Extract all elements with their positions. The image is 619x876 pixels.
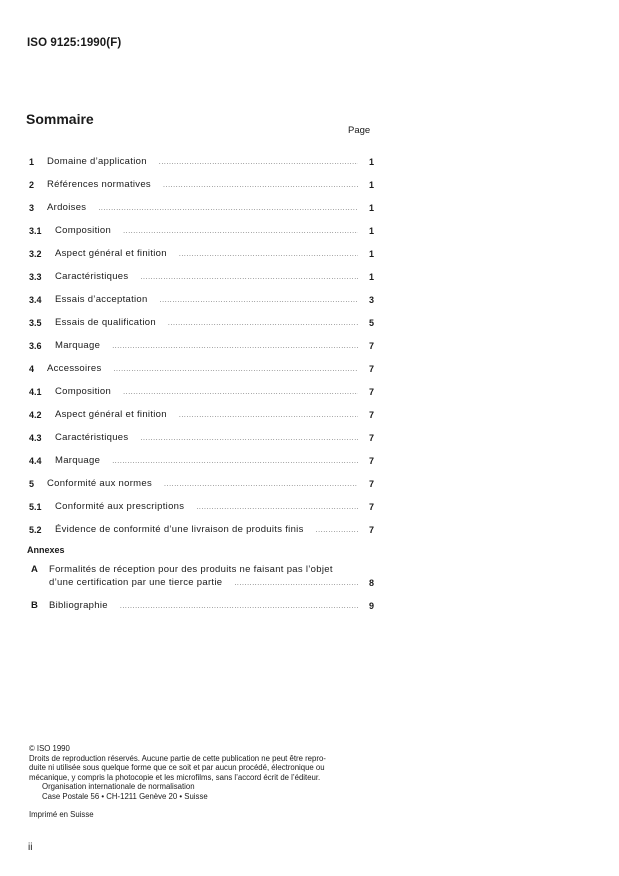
toc-entry-number: 4.2 [29, 410, 42, 420]
toc-entry-page: 7 [368, 433, 374, 443]
toc-entry-page: 7 [368, 341, 374, 351]
annexes-title: Annexes [27, 545, 65, 555]
annex-page: 9 [368, 601, 374, 611]
toc-entry[interactable] [29, 237, 374, 260]
organisation-name: Organisation internationale de normalisation [42, 782, 195, 792]
table-of-contents [29, 145, 374, 536]
toc-entry-label: Caractéristiques [55, 271, 129, 282]
toc-entry[interactable] [29, 329, 374, 352]
toc-entry-label: Marquage [55, 340, 101, 351]
rights-text: duite ni utilisée sous quelque forme que ce soit et par aucun procédé, électronique ou [29, 763, 325, 773]
dot-leader [123, 387, 358, 398]
dot-leader [234, 578, 358, 589]
annex-letter: B [31, 600, 38, 611]
toc-entry-number: 3.4 [29, 295, 42, 305]
toc-entry-number: 3.6 [29, 341, 42, 351]
toc-entry[interactable] [29, 490, 374, 513]
toc-entry-number: 5 [29, 479, 35, 489]
toc-entry[interactable] [29, 214, 374, 237]
toc-entry-number: 3.5 [29, 318, 42, 328]
toc-entry-label: Évidence de conformité d’une livraison de produits finis [55, 524, 304, 535]
toc-entry[interactable] [29, 398, 374, 421]
copyright-line: © ISO 1990 [29, 744, 70, 753]
toc-entry-page: 7 [368, 364, 374, 374]
toc-entry-page: 7 [368, 502, 374, 512]
annex-label-continuation: d’une certification par une tierce partie [49, 577, 223, 588]
dot-leader [120, 601, 358, 612]
toc-entry-number: 3.2 [29, 249, 42, 259]
toc-entry-label: Essais de qualification [55, 317, 156, 328]
dot-leader [196, 502, 358, 513]
toc-entry-label: Références normatives [47, 179, 151, 190]
toc-entry[interactable] [29, 444, 374, 467]
toc-entry-number: 4.4 [29, 456, 42, 466]
toc-entry[interactable] [29, 467, 374, 490]
toc-entry-page: 1 [368, 272, 374, 282]
toc-entry-page: 1 [368, 249, 374, 259]
toc-entry-label: Marquage [55, 455, 101, 466]
toc-entry-label: Essais d’acceptation [55, 294, 148, 305]
toc-entry[interactable] [29, 145, 374, 168]
toc-entry-number: 4.3 [29, 433, 42, 443]
dot-leader [179, 410, 358, 421]
toc-entry-number: 3 [29, 203, 35, 213]
copyright-notice [29, 744, 379, 802]
dot-leader [140, 272, 358, 283]
toc-entry-label: Caractéristiques [55, 432, 129, 443]
page-column-header: Page [348, 125, 371, 136]
dot-leader [114, 364, 358, 375]
toc-entry[interactable] [29, 352, 374, 375]
toc-entry[interactable] [29, 513, 374, 536]
toc-entry-page: 7 [368, 456, 374, 466]
toc-entry-label: Accessoires [47, 363, 102, 374]
toc-entry-number: 5.2 [29, 525, 42, 535]
printed-in: Imprimé en Suisse [29, 810, 94, 819]
toc-entry-page: 3 [368, 295, 374, 305]
rights-text: Droits de reproduction réservés. Aucune partie de cette publication ne peut être repro- [29, 753, 326, 763]
toc-entry-number: 3.3 [29, 272, 42, 282]
toc-entry-label: Aspect général et finition [55, 409, 167, 420]
toc-entry-label: Ardoises [47, 202, 87, 213]
toc-entry[interactable] [29, 191, 374, 214]
toc-entry-page: 1 [368, 157, 374, 167]
toc-entry-page: 1 [368, 203, 374, 213]
toc-entry-page: 7 [368, 387, 374, 397]
dot-leader [168, 318, 358, 329]
toc-entry-label: Aspect général et finition [55, 248, 167, 259]
annex-page: 8 [368, 578, 374, 588]
dot-leader [164, 479, 358, 490]
toc-entry-page: 5 [368, 318, 374, 328]
toc-entry[interactable] [29, 421, 374, 444]
toc-entry-number: 1 [29, 157, 35, 167]
annex-letter: A [31, 564, 38, 575]
dot-leader [140, 433, 358, 444]
rights-text: mécanique, y compris la photocopie et les microfilms, sans l’accord écrit de l’éditeur. [29, 772, 321, 782]
toc-entry-number: 5.1 [29, 502, 42, 512]
page-number: ii [28, 842, 33, 853]
toc-entry-page: 7 [368, 525, 374, 535]
toc-entry-label: Domaine d’application [47, 156, 147, 167]
toc-entry-page: 1 [368, 226, 374, 236]
toc-entry-number: 2 [29, 180, 35, 190]
toc-entry-label: Composition [55, 386, 112, 397]
toc-entry[interactable] [29, 168, 374, 191]
toc-entry-label: Conformité aux prescriptions [55, 501, 185, 512]
toc-entry-page: 7 [368, 479, 374, 489]
annex-label: Bibliographie [49, 600, 108, 611]
toc-title: Sommaire [26, 111, 94, 127]
toc-entry-label: Composition [55, 225, 112, 236]
postal-address: Case Postale 56 • CH-1211 Genève 20 • Suisse [42, 791, 208, 801]
dot-leader [112, 456, 358, 467]
toc-entry[interactable] [29, 283, 374, 306]
standard-identifier: ISO 9125:1990(F) [27, 37, 122, 49]
toc-entry[interactable] [29, 260, 374, 283]
dot-leader [163, 180, 358, 191]
toc-entry-number: 3.1 [29, 226, 42, 236]
annex-label: Formalités de réception pour des produits ne faisant pas l’objet [49, 564, 333, 575]
toc-entry-number: 4.1 [29, 387, 42, 397]
dot-leader [160, 295, 358, 306]
dot-leader [123, 226, 358, 237]
toc-entry-label: Conformité aux normes [47, 478, 153, 489]
toc-entry-page: 7 [368, 410, 374, 420]
dot-leader [112, 341, 358, 352]
dot-leader [98, 203, 358, 214]
toc-entry[interactable] [29, 375, 374, 398]
dot-leader [159, 157, 358, 168]
toc-entry[interactable] [29, 306, 374, 329]
dot-leader [179, 249, 358, 260]
dot-leader [316, 525, 358, 536]
toc-entry-page: 1 [368, 180, 374, 190]
toc-entry-number: 4 [29, 364, 35, 374]
